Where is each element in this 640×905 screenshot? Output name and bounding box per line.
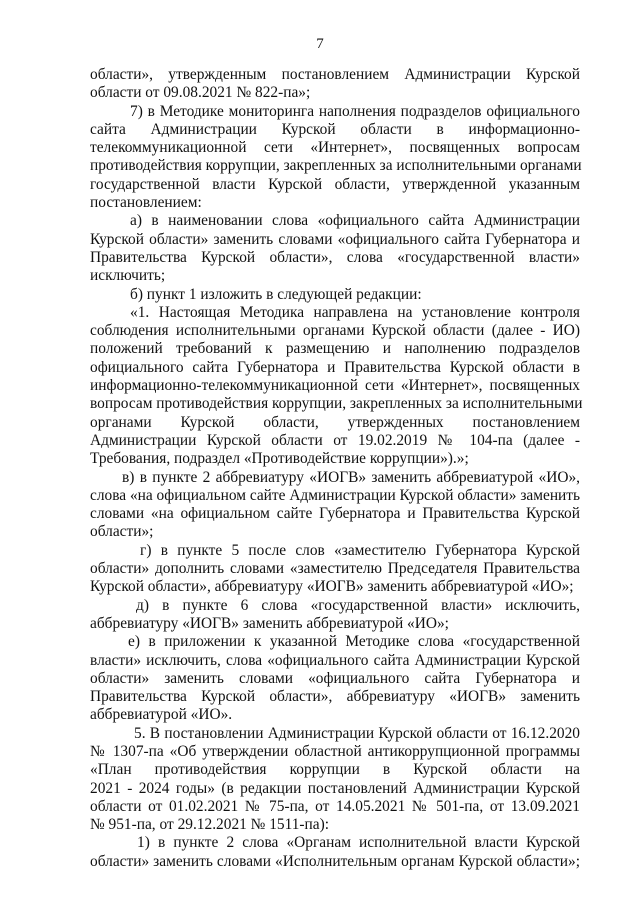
text-line: области от 01.02.2021 № 75-па, от 14.05.2021 № 501-па, от 13.09.2021 — [90, 797, 580, 815]
text-line: вопросам противодействия коррупции, закрепленных за исполнительными — [90, 395, 583, 413]
text-line: 5. В постановлении Администрации Курской области от 16.12.2020 — [134, 724, 580, 742]
text-line: противодействия коррупции, закрепленных за исполнительными органами — [90, 157, 582, 175]
text-line: «План противодействия коррупции в Курской области на — [90, 761, 580, 779]
text-line: власти» исключить, слова «официального сайта Администрации Курской — [90, 651, 580, 669]
text-line: а) в наименовании слова «официального сайта Администрации — [130, 212, 580, 230]
text-line: информационно-телекоммуникационной сети «Интернет», посвященных — [90, 377, 580, 395]
text-line: словами «на официальном сайте Губернатора и Правительства Курской — [90, 505, 580, 523]
text-line: № 1307-па «Об утверждении областной антикоррупционной программы — [90, 742, 580, 760]
text-line: области» заменить словами «официального сайта Губернатора и — [90, 669, 580, 687]
text-line: аббревиатуру «ИОГВ» заменить аббревиатурой «ИО»; — [90, 614, 449, 632]
text-line: Правительства Курской области», аббревиатуру «ИОГВ» заменить — [90, 688, 580, 706]
text-line: Правительства Курской области», слова «государственной власти» — [90, 248, 580, 266]
text-line: положений требований к размещению и наполнению подразделов — [90, 340, 580, 358]
text-line: в) в пункте 2 аббревиатуру «ИОГВ» заменить аббревиатурой «ИО», — [122, 468, 580, 486]
text-line: области от 09.08.2021 № 822-па»; — [90, 84, 311, 102]
text-line: соблюдения исполнительными органами Курской области (далее - ИО) — [90, 322, 580, 340]
text-line: государственной власти Курской области, утвержденной указанным — [90, 175, 580, 193]
text-line: области»; — [90, 523, 154, 541]
document-body — [90, 66, 583, 871]
text-line: аббревиатурой «ИО». — [90, 706, 233, 724]
text-line: 7) в Методике мониторинга наполнения подразделов официального — [130, 102, 580, 120]
text-line: слова «на официальном сайте Администрации Курской области» заменить — [90, 486, 581, 504]
text-line: Курской области», аббревиатуру «ИОГВ» заменить аббревиатурой «ИО»; — [90, 578, 574, 596]
text-line: Курской области» заменить словами «официального сайта Губернатора и — [90, 230, 580, 248]
text-line: Требования, подраздел «Противодействие коррупции»).»; — [90, 450, 469, 468]
text-line: «1. Настоящая Методика направлена на установление контроля — [130, 303, 580, 321]
text-line: органами Курской области, утвержденных постановлением — [90, 413, 580, 431]
text-line: е) в приложении к указанной Методике слова «государственной — [128, 633, 580, 651]
text-line: постановлением: — [90, 194, 202, 212]
text-line: области» заменить словами «Исполнительным органам Курской области»; — [90, 852, 580, 870]
text-line: д) в пункте 6 слова «государственной власти» исключить, — [136, 596, 580, 614]
text-line: официального сайта Губернатора и Правительства Курской области в — [90, 358, 580, 376]
text-line: № 951-па, от 29.12.2021 № 1511-па): — [90, 816, 330, 834]
page-number: 7 — [316, 36, 324, 52]
text-line: исключить; — [90, 267, 166, 285]
text-line: области» дополнить словами «заместителю Председателя Правительства — [90, 560, 580, 578]
text-line: г) в пункте 5 после слов «заместителю Губернатора Курской — [140, 541, 580, 559]
text-line: области», утвержденным постановлением Администрации Курской — [90, 66, 580, 83]
text-line: б) пункт 1 изложить в следующей редакции: — [130, 285, 422, 303]
text-line: 1) в пункте 2 слова «Органам исполнительной власти Курской — [137, 834, 580, 852]
text-line: 2021 - 2024 годы» (в редакции постановлений Администрации Курской — [90, 779, 580, 797]
text-line: Администрации Курской области от 19.02.2019 № 104-па (далее - — [90, 431, 580, 449]
text-line: сайта Администрации Курской области в информационно- — [90, 120, 580, 138]
text-line: телекоммуникационной сети «Интернет», посвященных вопросам — [90, 139, 580, 157]
